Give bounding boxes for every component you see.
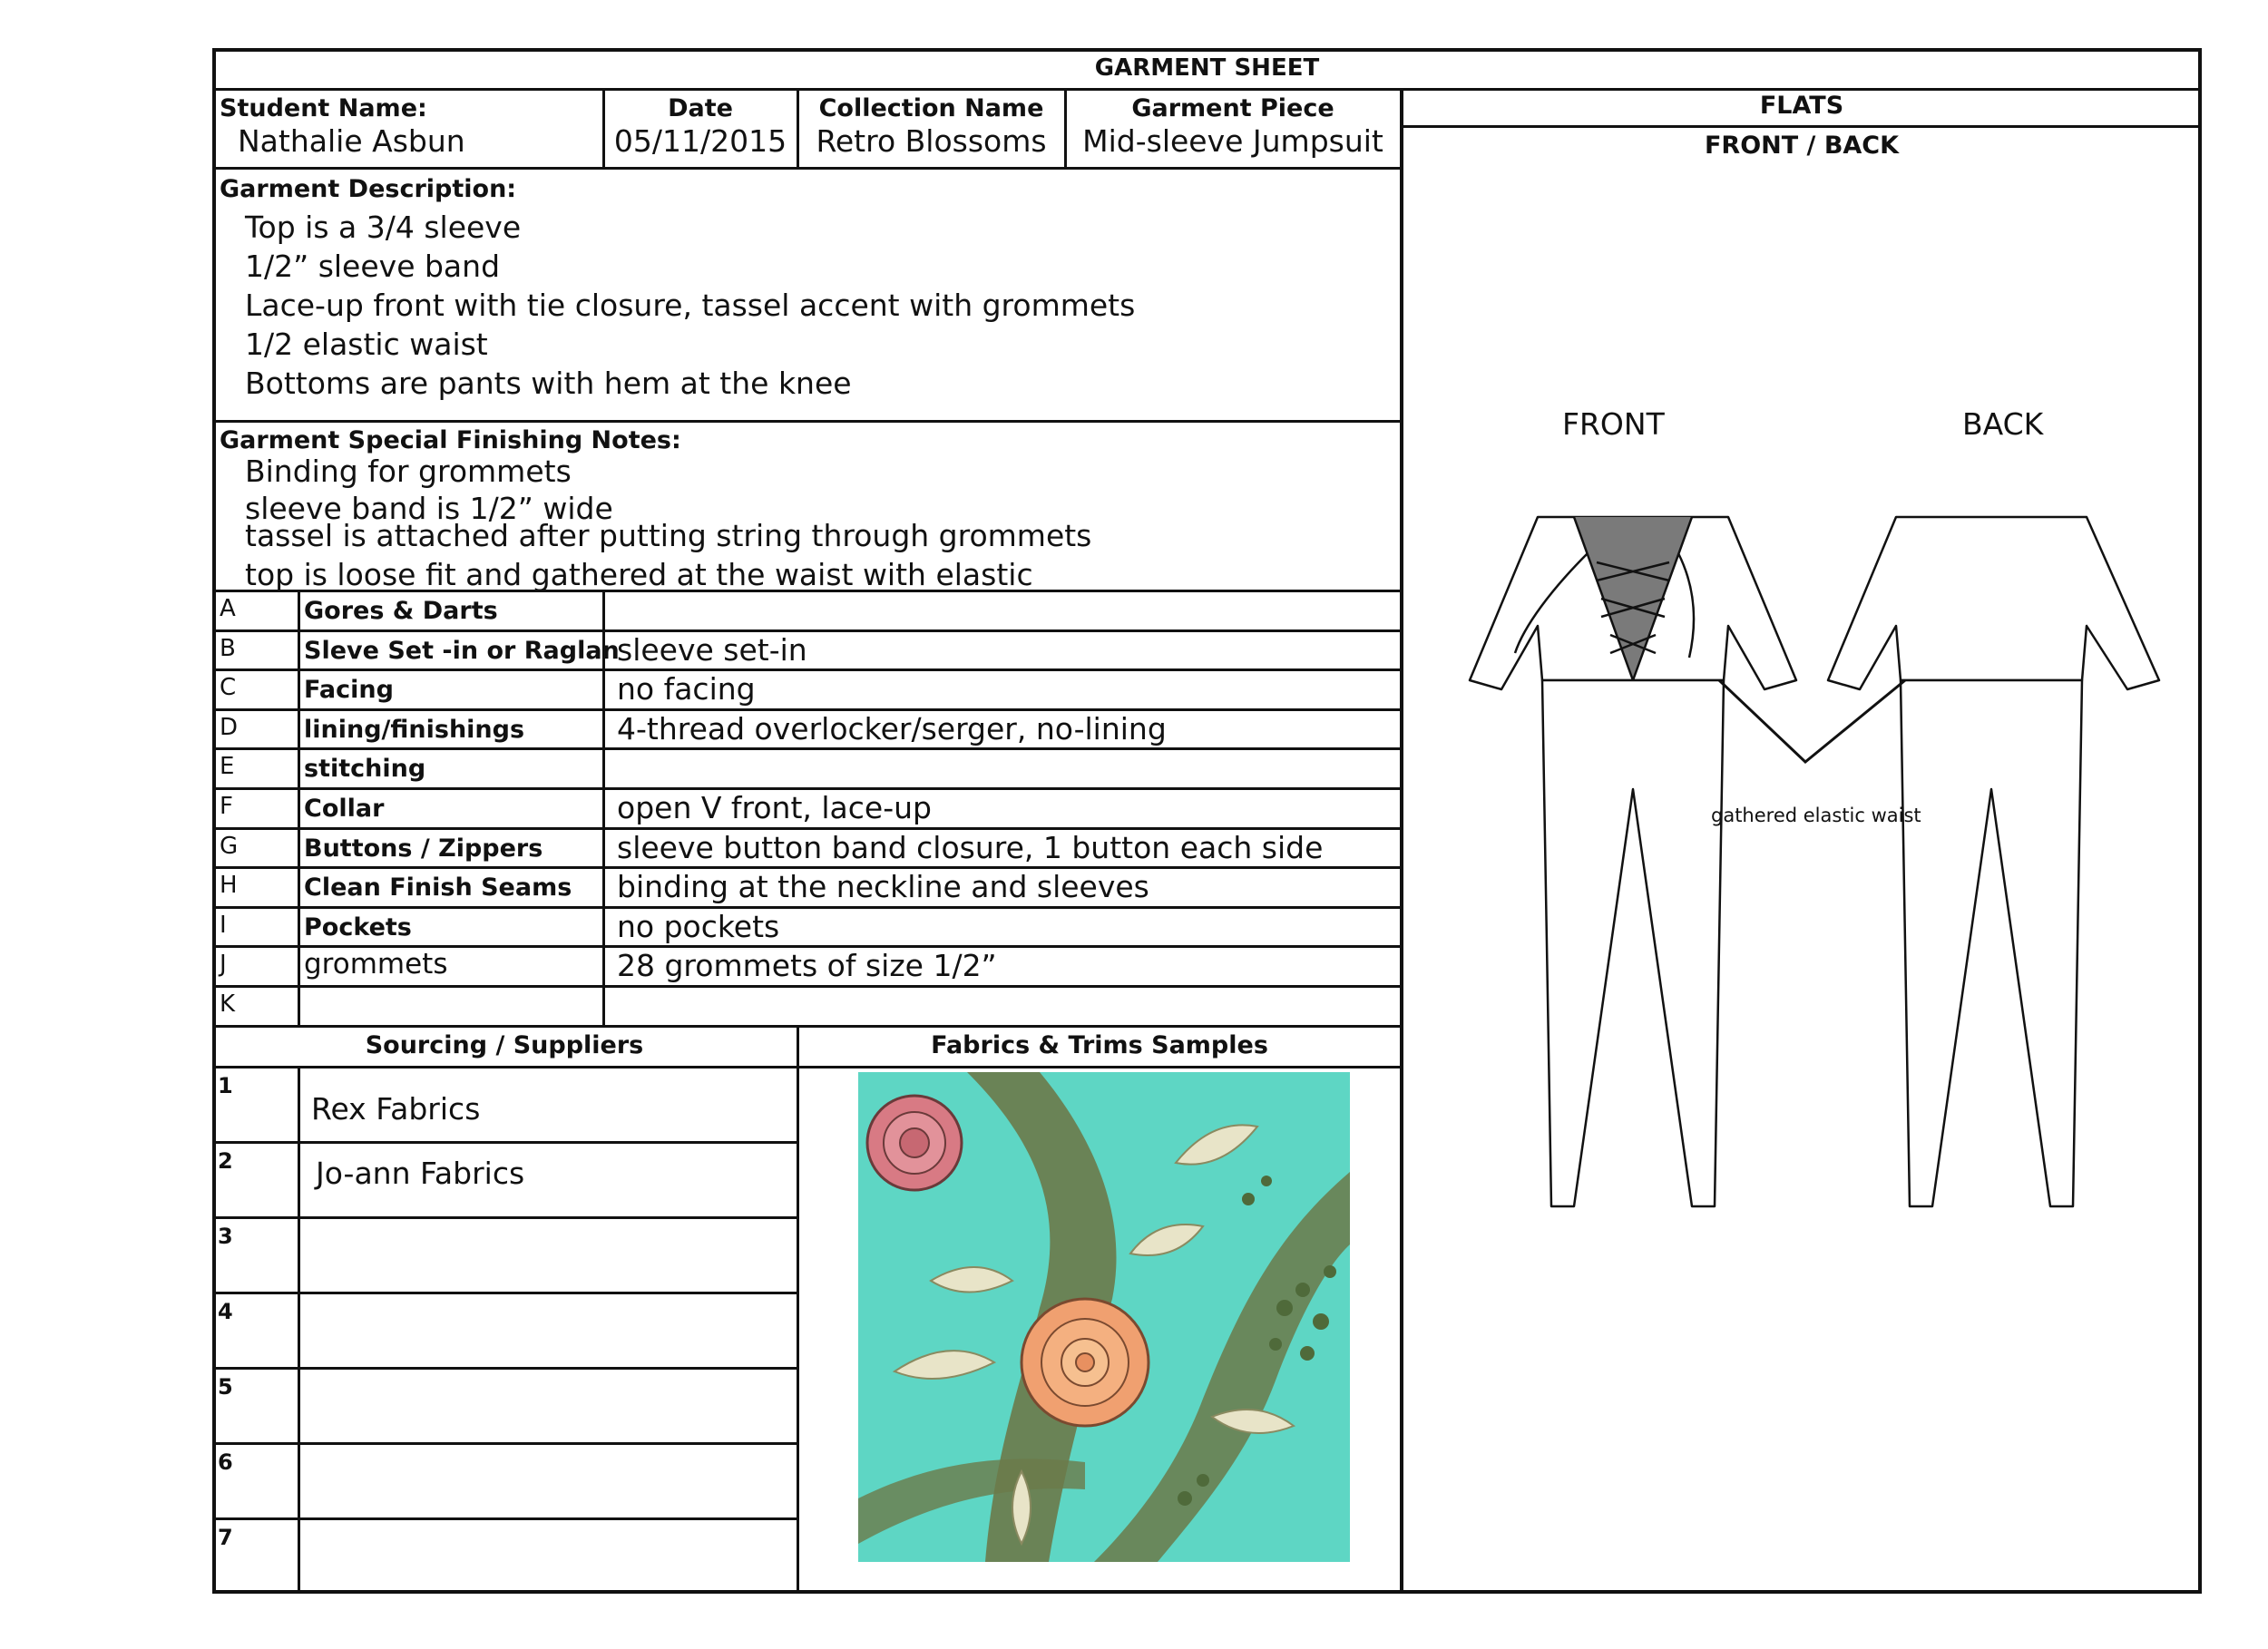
spec-label: stitching: [304, 755, 426, 784]
spec-value: binding at the neckline and sleeves: [617, 869, 1149, 905]
flats-divider: [1400, 88, 1403, 1594]
date-value: 05/11/2015: [613, 123, 787, 159]
description-line: 1/2” sleeve band: [245, 249, 501, 284]
spec-letter: C: [220, 674, 237, 702]
spec-label: Gores & Darts: [304, 597, 498, 625]
source-number: 2: [218, 1148, 233, 1174]
spec-col-divider-1: [298, 590, 300, 1027]
description-line: Top is a 3/4 sleeve: [245, 210, 522, 245]
spec-label: lining/finishings: [304, 715, 525, 744]
description-line: Lace-up front with tie closure, tassel accent with grommets: [245, 288, 1136, 323]
spec-bottom: [212, 1025, 1401, 1028]
finishing-note: tassel is attached after putting string through grommets: [245, 518, 1092, 553]
title-divider: [212, 88, 2202, 91]
finishing-note: top is loose fit and gathered at the waist with elastic: [245, 557, 1033, 592]
description-label: Garment Description:: [220, 175, 517, 203]
spec-label: Facing: [304, 676, 394, 705]
description-line: Bottoms are pants with hem at the knee: [245, 366, 852, 401]
spec-label: Sleve Set -in or Raglan: [304, 636, 620, 665]
back-bodice: [1828, 517, 2159, 689]
spec-row-divider: [212, 668, 1401, 671]
collection-name-label: Collection Name: [818, 94, 1044, 122]
front-pants: [1542, 680, 1724, 1206]
waist-annotation: gathered elastic waist: [1711, 805, 1921, 826]
spec-letter: K: [220, 990, 236, 1018]
fabrics-label: Fabrics & Trims Samples: [931, 1031, 1268, 1059]
waist-annotation-pointer: [1719, 680, 1905, 762]
spec-value: 28 grommets of size 1/2”: [617, 948, 997, 984]
spec-label: Pockets: [304, 912, 412, 942]
spec-row-divider: [212, 708, 1401, 711]
description-bottom: [212, 420, 1401, 423]
sourcing-label: Sourcing / Suppliers: [365, 1031, 644, 1059]
spec-row-divider: [212, 747, 1401, 750]
sourcing-divider: [797, 1025, 799, 1594]
sheet-title: GARMENT SHEET: [1094, 54, 1320, 82]
student-name-label: Student Name:: [220, 94, 427, 122]
finishing-note: Binding for grommets: [245, 454, 572, 489]
spec-value: no pockets: [617, 908, 780, 944]
source-number: 6: [218, 1449, 233, 1475]
flats-title-divider: [1402, 125, 2202, 128]
spec-letter: E: [220, 753, 235, 781]
garment-piece-label: Garment Piece: [1131, 94, 1334, 122]
student-name-value: Nathalie Asbun: [238, 123, 465, 159]
source-row-divider: [212, 1442, 797, 1445]
spec-value: no facing: [617, 671, 756, 707]
description-text: [245, 208, 1135, 403]
finishing-note: sleeve band is 1/2” wide: [245, 491, 613, 526]
finishing-bottom: [212, 590, 1401, 592]
front-label: FRONT: [1562, 406, 1665, 442]
source-row-divider: [212, 1141, 797, 1144]
spec-label: grommets: [304, 948, 448, 981]
spec-row-divider: [212, 985, 1401, 988]
spec-letter: A: [220, 595, 236, 622]
supplier-name: Jo-ann Fabrics: [316, 1156, 525, 1191]
source-row-divider: [212, 1517, 797, 1520]
pink-flower: [867, 1096, 962, 1190]
spec-value: open V front, lace-up: [617, 790, 932, 825]
spec-letter: H: [220, 872, 238, 900]
date-label: Date: [668, 94, 733, 122]
back-pants: [1901, 680, 2082, 1206]
source-number: 3: [218, 1224, 233, 1249]
collection-name-value: Retro Blossoms: [816, 123, 1047, 159]
spec-letter: F: [220, 793, 233, 820]
spec-letter: G: [220, 832, 239, 860]
spec-row-divider: [212, 866, 1401, 869]
source-number: 1: [218, 1073, 233, 1098]
spec-row-divider: [212, 906, 1401, 909]
finishing-notes-label: Garment Special Finishing Notes:: [220, 426, 681, 454]
spec-value: 4-thread overlocker/serger, no-lining: [617, 710, 1167, 746]
spec-letter: D: [220, 713, 239, 741]
spec-letter: I: [220, 911, 227, 939]
spec-label: Buttons / Zippers: [304, 834, 543, 863]
supplier-name: Rex Fabrics: [311, 1091, 481, 1127]
source-number: 5: [218, 1374, 233, 1400]
sourcing-num-divider: [298, 1066, 300, 1594]
back-label: BACK: [1962, 406, 2044, 442]
flats-subtitle: FRONT / BACK: [1704, 132, 1900, 160]
header-bottom: [212, 167, 1401, 170]
spec-row-divider: [212, 787, 1401, 790]
spec-value: sleeve button band closure, 1 button each side: [617, 829, 1324, 865]
spec-value: sleeve set-in: [617, 631, 807, 668]
spec-letter: J: [220, 951, 227, 979]
source-row-divider: [212, 1292, 797, 1294]
garment-piece-value: Mid-sleeve Jumpsuit: [1082, 123, 1383, 159]
spec-row-divider: [212, 945, 1401, 948]
flats-title: FLATS: [1759, 92, 1844, 120]
garment-flats-drawing: [1415, 499, 2195, 1225]
source-number: 4: [218, 1299, 233, 1324]
description-line: 1/2 elastic waist: [245, 327, 488, 362]
spec-row-divider: [212, 629, 1401, 632]
spec-label: Collar: [304, 795, 385, 823]
source-row-divider: [212, 1367, 797, 1370]
source-number: 7: [218, 1525, 233, 1550]
sourcing-header-bottom: [212, 1066, 1401, 1068]
source-row-divider: [212, 1216, 797, 1219]
spec-label: Clean Finish Seams: [304, 873, 572, 903]
peach-flower: [1022, 1299, 1149, 1426]
spec-letter: B: [220, 634, 236, 662]
fabric-swatch: [858, 1072, 1350, 1562]
spec-row-divider: [212, 827, 1401, 830]
